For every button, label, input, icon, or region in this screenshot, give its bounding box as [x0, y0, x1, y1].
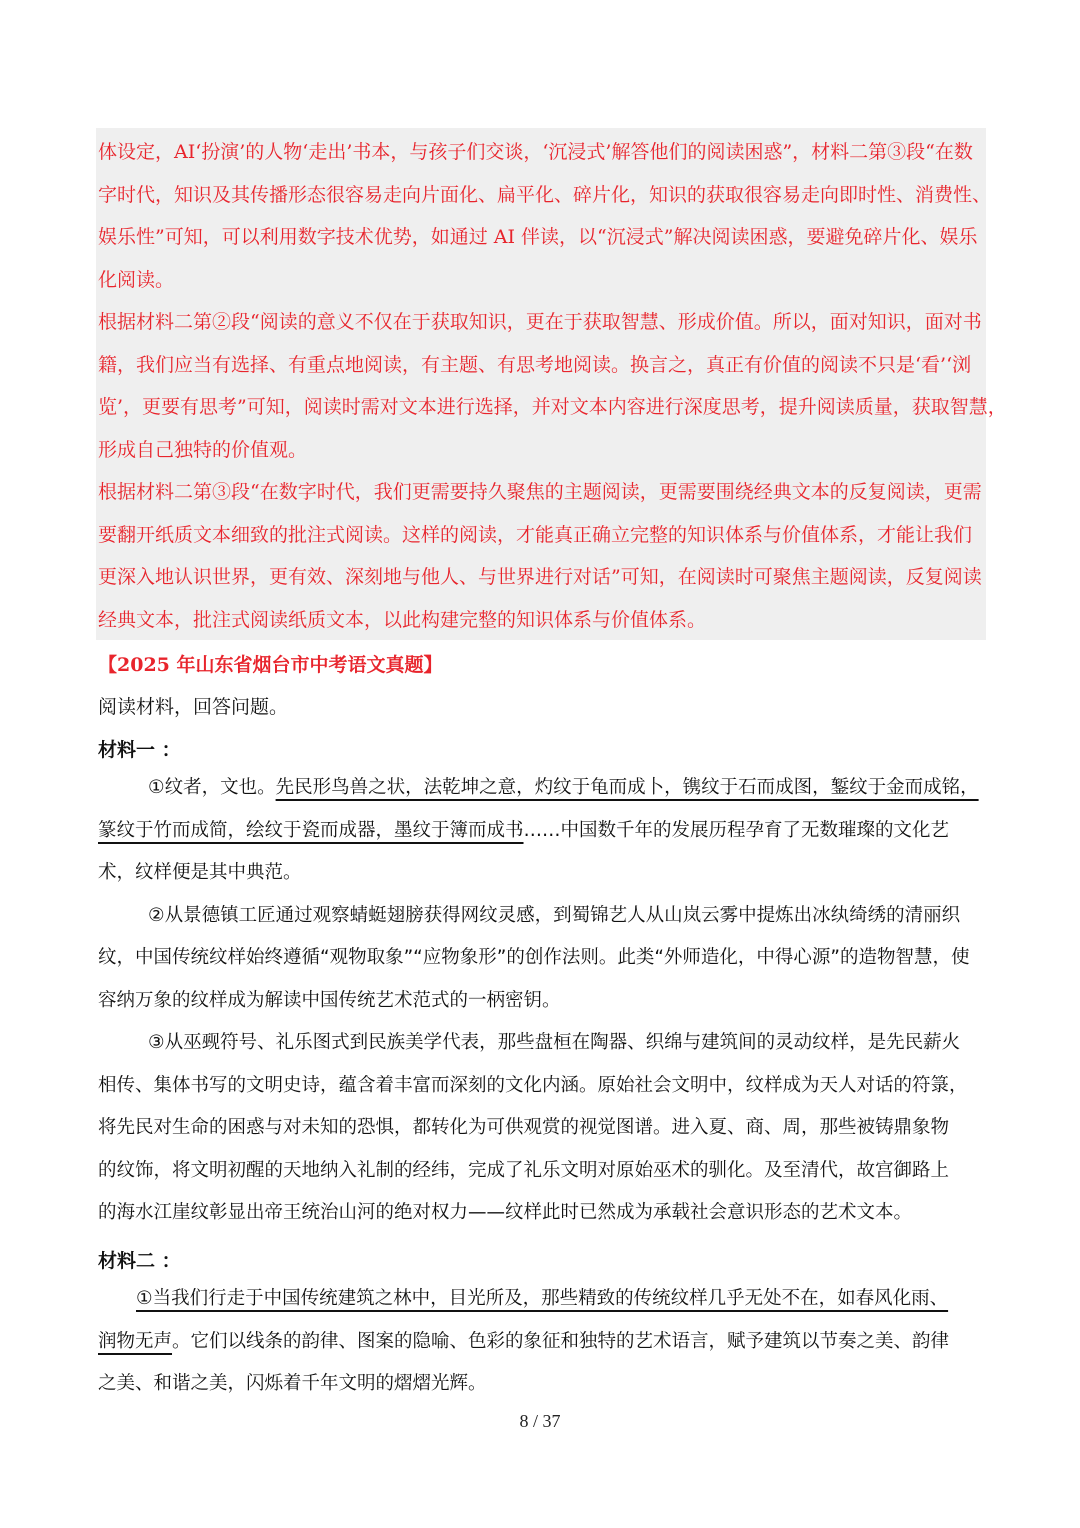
underlined-text: 篆纹于竹而成简，绘纹于瓷而成器，墨纹于簿而成书 [98, 819, 524, 841]
material1-p2-line: 容纳万象的纹样成为解读中国传统艺术范式的一柄密钥。 [98, 989, 561, 1011]
material1-p2-line: ②从景德镇工匠通过观察蜻蜓翅膀获得网纹灵感，到蜀锦艺人从山岚云雾中提炼出冰纨绮绣的清丽织 [148, 904, 961, 926]
answer-line: 娱乐性”可知，可以利用数字技术优势，如通过 AI 伴读，以“沉浸式”解决阅读困惑，要避免碎片化、娱乐 [98, 226, 978, 248]
material1-body [98, 767, 979, 1235]
material1-p3-line: 的海水江崖纹彰显出帝王统治山河的绝对权力——纹样此时已然成为承载社会意识形态的艺术文本。 [98, 1202, 913, 1223]
material1-heading: 材料一 ： [98, 739, 181, 761]
underlined-text: 润物无声 [98, 1330, 173, 1352]
answer-line: 览’，更要有思考”可知，阅读时需对文本进行选择，并对文本内容进行深度思考，提升阅读质量，获取智慧， [98, 396, 1007, 418]
answer-line: 籍，我们应当有选择、有重点地阅读，有主题、有思考地阅读。换言之，真正有价值的阅读不只是‘看’‘浏 [98, 353, 972, 376]
answer-line: 经典文本，批注式阅读纸质文本，以此构建完整的知识体系与价值体系。 [98, 608, 707, 631]
material2-p1-line3: 之美、和谐之美，闪烁着千年文明的熠熠光辉。 [98, 1373, 487, 1394]
material2-heading: 材料二 ： [98, 1250, 181, 1272]
material2-p1-line1 [98, 1278, 949, 1321]
exam-title: 【2025 年山东省烟台市中考语文真题】 [98, 654, 443, 676]
answer-line: 化阅读。 [98, 268, 175, 291]
material1-p1-line1: ①纹者，文也。先民形鸟兽之状，法乾坤之意，灼纹于龟而成卜，镌纹于石而成图，錾纹于金而成铭， [148, 777, 979, 798]
material2-p1-line2: 润物无声。它们以线条的韵律、图案的隐喻、色彩的象征和独特的艺术语言，赋予建筑以节奏之美、韵律 [98, 1330, 950, 1352]
material1-p3-line: 相传、集体书写的文明史诗，蕴含着丰富而深刻的文化内涵。原始社会文明中，纹样成为天人对话的符箓， [98, 1074, 968, 1096]
page-number: 8 / 37 [519, 1411, 561, 1431]
material1-p2-line: 纹，中国传统纹样始终遵循“观物取象”“应物象形”的创作法则。此类“外师造化，中得心源”的造物智慧，使 [98, 947, 970, 968]
underlined-text: 先民形鸟兽之状，法乾坤之意，灼纹于龟而成卜，镌纹于石而成图，錾纹于金而成铭， [275, 777, 979, 798]
material2-body [98, 1278, 949, 1406]
material1-p1-line2: 篆纹于竹而成简，绘纹于瓷而成器，墨纹于簿而成书……中国数千年的发展历程孕育了无数璀璨的文化艺 [98, 819, 950, 841]
answer-line: 要翻开纸质文本细致的批注式阅读。这样的阅读，才能真正确立完整的知识体系与价值体系，才能让我们 [98, 523, 973, 546]
material1-p3-line: 将先民对生命的困惑与对未知的恐惧，都转化为可供观赏的视觉图谱。进入夏、商、周，那些被铸鼎象物 [98, 1117, 950, 1138]
material1-p3-line: 的纹饰，将文明初醒的天地纳入礼制的经纬，完成了礼乐文明对原始巫术的驯化。及至清代，故宫御路上 [98, 1159, 950, 1181]
answer-line: 根据材料二第③段“在数字时代，我们更需要持久聚焦的主题阅读，更需要围绕经典文本的反复阅读，更需 [98, 481, 982, 503]
instruction: 阅读材料，回答问题。 [98, 696, 289, 718]
answer-line: 根据材料二第②段“阅读的意义不仅在于获取知识，更在于获取智慧、形成价值。所以，面对知识，面对书 [98, 311, 982, 333]
answer-line: 字时代，知识及其传播形态很容易走向片面化、扁平化、碎片化，知识的获取很容易走向即时性、消费性、 [98, 183, 992, 206]
material1-p1-line3: 术，纹样便是其中典范。 [98, 862, 302, 883]
underlined-text: ①当我们行走于中国传统建筑之林中，目光所及，那些精致的传统纹样几乎无处不在，如春风化雨、 [136, 1288, 949, 1309]
answer-line: 更深入地认识世界，更有效、深刻地与他人、与世界进行对话”可知，在阅读时可聚焦主题阅读，反复阅读 [98, 566, 982, 588]
answer-text [98, 131, 1007, 641]
answer-line: 形成自己独特的价值观。 [98, 438, 308, 461]
answer-line: 体设定，AI‘扮演’的人物‘走出’书本，与孩子们交谈，‘沉浸式’解答他们的阅读困惑”，材料二第③段“在数 [98, 141, 973, 163]
material1-p3-line: ③从巫觋符号、礼乐图式到民族美学代表，那些盘桓在陶器、织绵与建筑间的灵动纹样，是先民薪火 [148, 1032, 961, 1053]
